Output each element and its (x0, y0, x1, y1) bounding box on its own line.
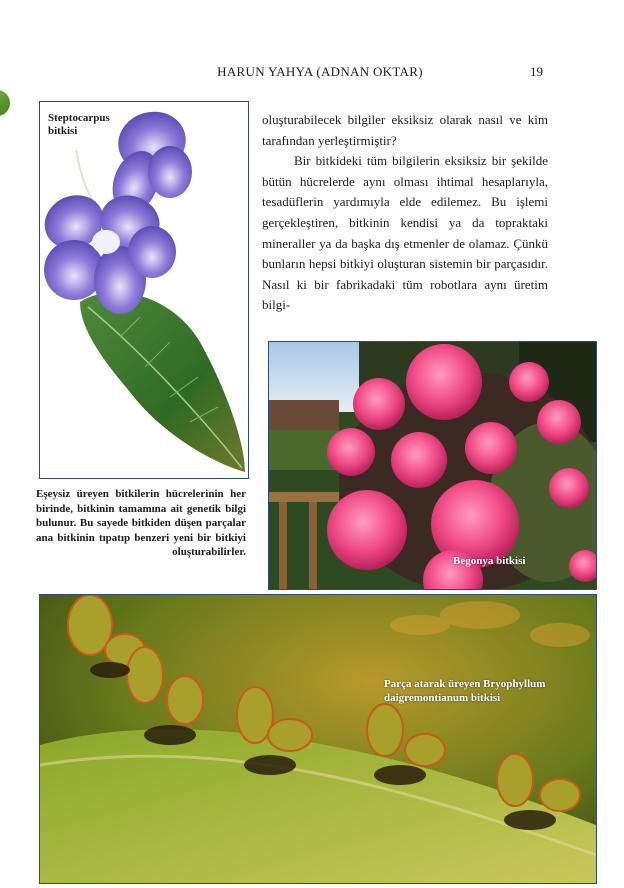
side-caption: Eşeysiz üreyen bitkilerin hücrelerinin her birinde, bitkinin tamamına ait genetik bilgi bulunur. Bu sayede bitkiden düşen parçalar ana bitkinin tıpatıp benzeri yeni bir bitkiyi oluşturabilirler. (36, 488, 246, 559)
page-number: 19 (530, 64, 543, 79)
steptocarpus-caption: Steptocarpus bitkisi (48, 112, 110, 137)
bryophyllum-caption: Parça atarak üreyen Bryophyllum daigremontianum bitkisi (384, 678, 546, 704)
steptocarpus-figure (39, 101, 249, 479)
begonia-illustration (269, 342, 596, 589)
bryophyllum-figure (39, 594, 597, 884)
steptocarpus-illustration (40, 102, 248, 478)
running-head: HARUN YAHYA (ADNAN OKTAR) (217, 64, 423, 79)
body-paragraph-2: Bir bitkideki tüm bilgilerin eksiksiz bir şekilde bütün hücrelerde aynı olması ihtimal hesaplarıyla, tesadüflerin yardımıyla elde edilemez. Bu işlemi gerçekleştiren, bitkinin kendisi ya da topraktaki mineraller ya da başka dış etmenler de olamaz. Çünkü bunların hepsi bitkiyi oluşturan sistemin bir parçasıdır. Nasıl ki bir fabrikadaki tüm robotlara aynı üretim bilgi- (262, 153, 548, 313)
begonia-caption: Begonya bitkisi (453, 555, 526, 567)
bryophyllum-illustration (40, 595, 596, 883)
body-paragraph-1: oluşturabilecek bilgiler eksiksiz olarak nasıl ve kim tarafından yerleştirmiştir? (262, 112, 548, 148)
body-text (262, 110, 548, 316)
page-edge-leaf-tab (0, 90, 10, 116)
begonia-figure (268, 341, 597, 590)
